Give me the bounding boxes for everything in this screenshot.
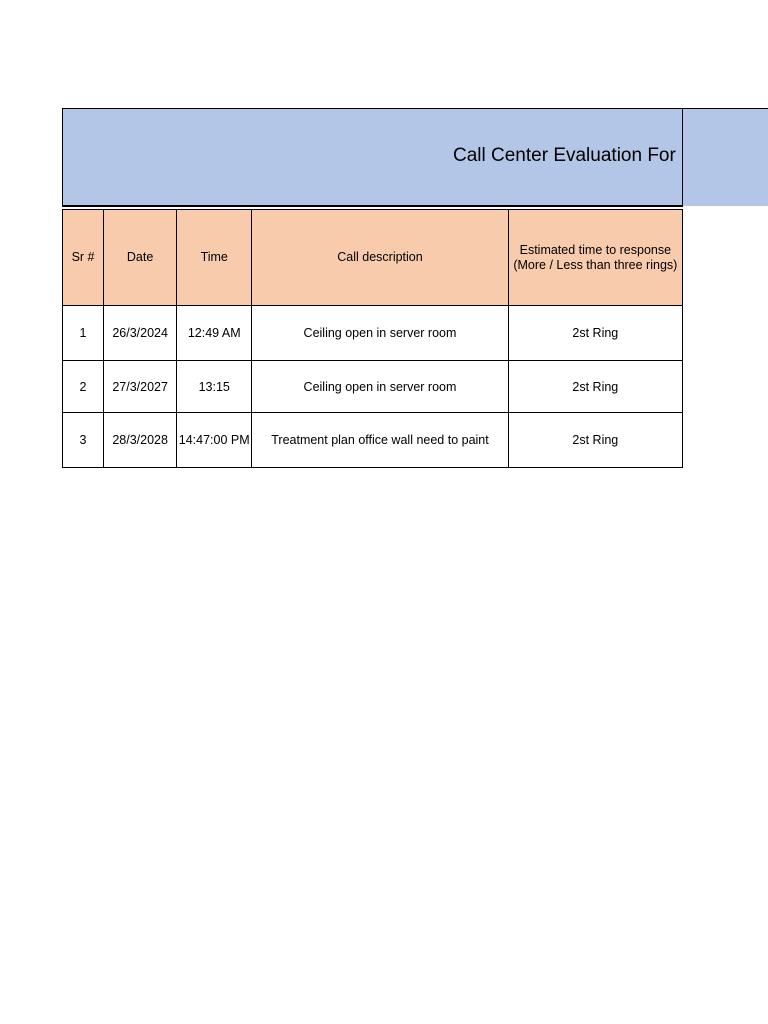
header-response[interactable] (508, 210, 682, 306)
table-row (63, 361, 683, 413)
cell-description[interactable]: Ceiling open in server room (252, 361, 508, 413)
table-row (63, 306, 683, 361)
header-sr[interactable]: Sr # (63, 210, 104, 306)
cell-description[interactable]: Treatment plan office wall need to paint (252, 413, 508, 468)
cell-sr[interactable]: 1 (63, 306, 104, 361)
sheet-title: Call Center Evaluation For (453, 145, 676, 166)
cell-date[interactable]: 27/3/2027 (104, 361, 177, 413)
cell-description[interactable]: Ceiling open in server room (252, 306, 508, 361)
title-band-border-right (682, 108, 683, 207)
cell-sr[interactable]: 3 (63, 413, 104, 468)
title-band-border-bottom (62, 205, 683, 207)
call-log-table (62, 209, 683, 468)
cell-response[interactable]: 2st Ring (508, 306, 682, 361)
table-row (63, 413, 683, 468)
cell-date[interactable]: 28/3/2028 (104, 413, 177, 468)
cell-time[interactable]: 14:47:00 PM (177, 413, 252, 468)
header-date[interactable]: Date (104, 210, 177, 306)
header-time[interactable]: Time (177, 210, 252, 306)
header-response-line2: (More / Less than three rings) (513, 257, 678, 272)
cell-time[interactable]: 12:49 AM (177, 306, 252, 361)
header-description[interactable]: Call description (252, 210, 508, 306)
cell-date[interactable]: 26/3/2024 (104, 306, 177, 361)
header-row (63, 210, 683, 306)
cell-response[interactable]: 2st Ring (508, 361, 682, 413)
cell-response[interactable]: 2st Ring (508, 413, 682, 468)
cell-sr[interactable]: 2 (63, 361, 104, 413)
header-response-line1: Estimated time to response (519, 242, 672, 257)
cell-time[interactable]: 13:15 (177, 361, 252, 413)
